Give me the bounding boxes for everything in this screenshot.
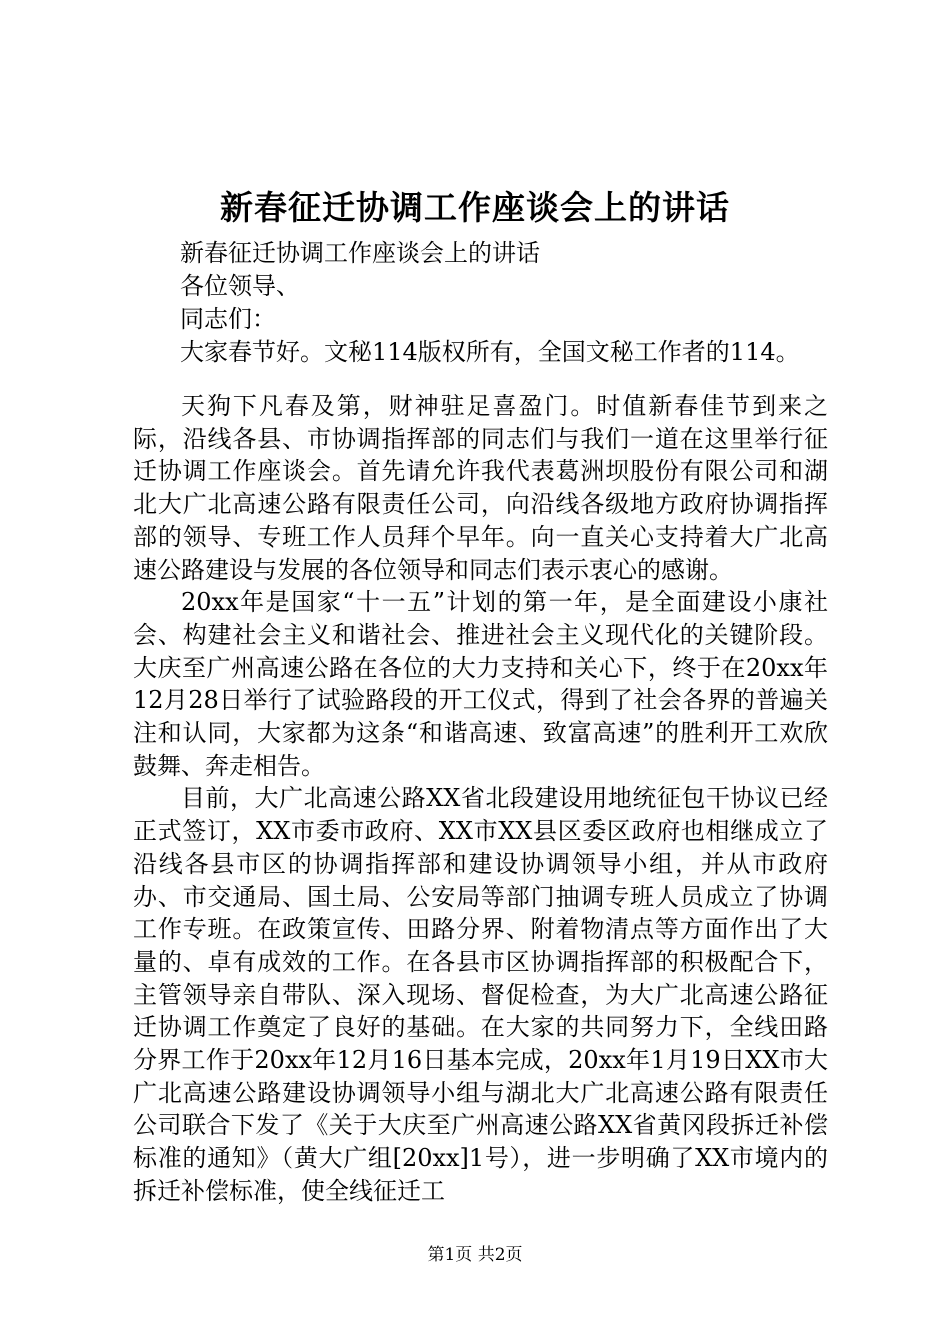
document-header <box>180 237 880 369</box>
paragraph: 20xx年是国家“十一五”计划的第一年，是全面建设小康社会、构建社会主义和谐社会、推进社会主义现代化的关键阶段。大庆至广州高速公路在各位的大力支持和关心下，终于在20xx年12月28日举行了试验路段的开工仪式，得到了社会各界的普遍关注和认同，大家都为这条“和谐高速、致富高速”的胜利开工欢欣鼓舞、奔走相告。 <box>133 588 828 780</box>
paragraph: 天狗下凡春及第，财神驻足喜盈门。时值新春佳节到来之际，沿线各县、市协调指挥部的同志们与我们一道在这里举行征迁协调工作座谈会。首先请允许我代表葛洲坝股份有限公司和湖北大广北高速公路有限责任公司，向沿线各级地方政府协调指挥部的领导、专班工作人员拜个早年。向一直关心支持着大广北高速公路建设与发展的各位领导和同志们表示衷心的感谢。 <box>133 392 828 584</box>
salutation-comrades: 同志们： <box>180 305 276 333</box>
page-number-footer: 第1页 共2页 <box>427 1245 523 1265</box>
greeting-line: 大家春节好。文秘114版权所有，全国文秘工作者的114。 <box>180 338 800 366</box>
paragraph: 目前，大广北高速公路XX省北段建设用地统征包干协议已经正式签订，XX市委市政府、XX市XX县区委区政府也相继成立了沿线各县市区的协调指挥部和建设协调领导小组，并从市政府办、市交通局、国土局、公安局等部门抽调专班人员成立了协调工作专班。在政策宣传、田路分界、附着物清点等方面作出了大量的、卓有成效的工作。在各县市区协调指挥部的积极配合下，主管领导亲自带队、深入现场、督促检查，为大广北高速公路征迁协调工作奠定了良好的基础。在大家的共同努力下，全线田路分界工作于20xx年12月16日基本完成，20xx年1月19日XX市大广北高速公路建设协调领导小组与湖北大广北高速公路有限责任公司联合下发了《关于大庆至广州高速公路XX省黄冈段拆迁补偿标准的通知》（黄大广组[20xx]1号），进一步明确了XX市境内的拆迁补偿标准，使全线征迁工 <box>133 784 828 1205</box>
header-subtitle: 新春征迁协调工作座谈会上的讲话 <box>180 239 540 267</box>
salutation-leaders: 各位领导、 <box>180 272 300 300</box>
document-body <box>133 390 828 1208</box>
document-title: 新春征迁协调工作座谈会上的讲话 <box>220 188 730 227</box>
